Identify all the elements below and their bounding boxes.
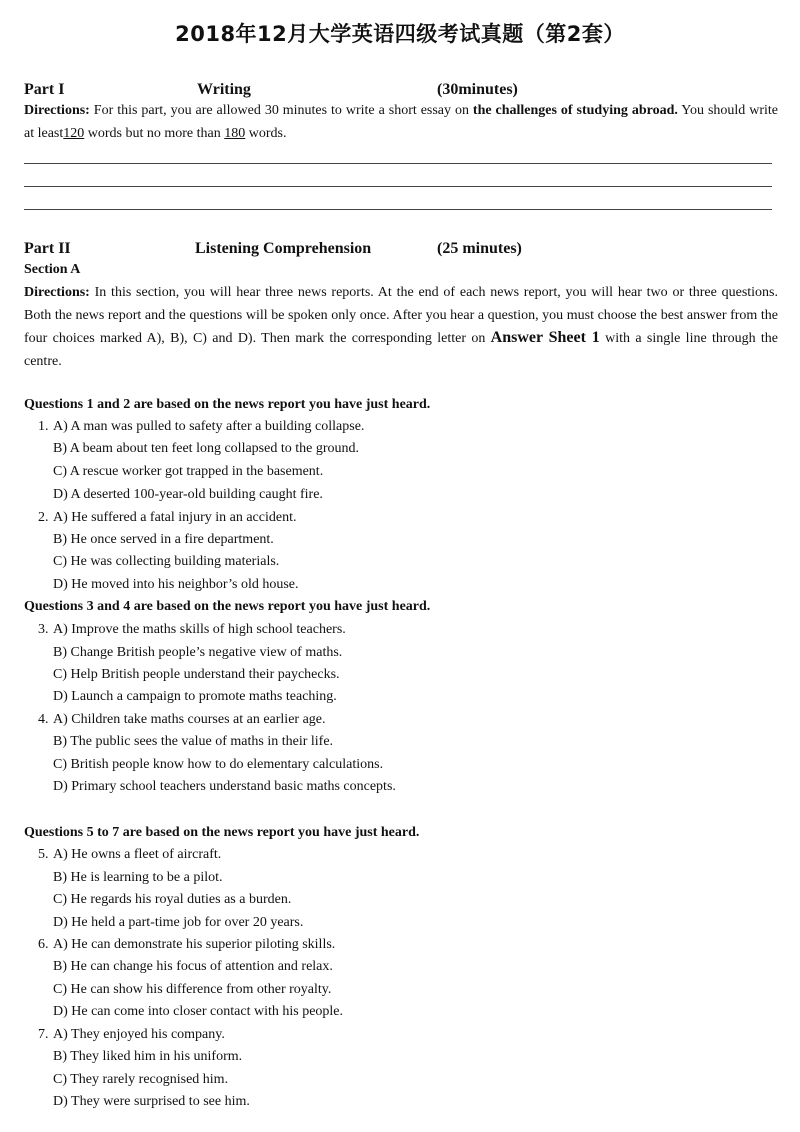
part2-label: Part II (24, 240, 71, 257)
answer-sheet-label: Answer Sheet 1 (490, 329, 600, 347)
directions-text: words but no more than (84, 125, 225, 141)
writing-line (24, 163, 772, 164)
answer-option: A) Children take maths courses at an earlier age. (53, 712, 326, 727)
question-number: 7. (38, 1027, 49, 1042)
directions-text: For this part, you are allowed 30 minutes to write a short essay on (93, 103, 473, 118)
answer-option: C) A rescue worker got trapped in the basement. (53, 464, 324, 479)
answer-option: D) They were surprised to see him. (53, 1094, 250, 1109)
directions-text: In this section, you will hear three news reports. At the end of each news report, you will hear two or three questions. Both the news report and the questions will be spoken only once. After you hear a question, you must choose the best answer from the four choices marked A), B), C) and D). Then mark the corresponding letter on (24, 285, 779, 347)
answer-option: C) They rarely recognised him. (53, 1072, 229, 1087)
answer-option: B) He once served in a fire department. (53, 532, 274, 547)
directions-text: with a single line through the centre. (24, 331, 779, 369)
part1-header (24, 81, 784, 101)
answer-option: C) He regards his royal duties as a burden. (53, 892, 292, 907)
answer-option: C) British people know how to do elementary calculations. (53, 757, 384, 772)
answer-option: D) He can come into closer contact with his people. (53, 1004, 344, 1019)
part2-name: Listening Comprehension (195, 240, 372, 257)
question-number: 6. (38, 937, 49, 952)
writing-line (24, 209, 772, 210)
answer-option: C) Help British people understand their paychecks. (53, 667, 340, 682)
answer-option: B) They liked him in his uniform. (53, 1049, 243, 1064)
part2-directions (24, 282, 778, 373)
max-words: 180 (224, 125, 246, 141)
min-words: 120 (63, 125, 85, 141)
answer-option: D) He held a part-time job for over 20 years. (53, 915, 304, 930)
answer-option: A) He suffered a fatal injury in an accident. (53, 510, 297, 525)
section-title: Section A (24, 262, 81, 277)
question-group-heading: Questions 5 to 7 are based on the news report you have just heard. (24, 825, 420, 840)
answer-option: D) He moved into his neighbor’s old house. (53, 577, 299, 592)
answer-option: B) He can change his focus of attention and relax. (53, 959, 333, 974)
answer-option: D) Launch a campaign to promote maths teaching. (53, 689, 337, 704)
directions-label: Directions: (24, 285, 90, 300)
page-title: 2018年12月大学英语四级考试真题（第2套） (175, 22, 625, 46)
answer-option: B) The public sees the value of maths in their life. (53, 734, 334, 749)
writing-line (24, 186, 772, 187)
answer-option: C) He was collecting building materials. (53, 554, 280, 569)
question-number: 2. (38, 510, 49, 525)
part2-header (24, 240, 784, 260)
directions-label: Directions: (24, 103, 90, 118)
part1-label: Part I (24, 81, 65, 98)
part1-time: (30minutes) (437, 81, 518, 98)
question-group-heading: Questions 1 and 2 are based on the news report you have just heard. (24, 397, 431, 412)
question-group-heading: Questions 3 and 4 are based on the news report you have just heard. (24, 599, 431, 614)
answer-option: A) He owns a fleet of aircraft. (53, 847, 222, 862)
essay-topic: the challenges of studying abroad. (472, 103, 678, 118)
answer-option: A) He can demonstrate his superior piloting skills. (53, 937, 336, 952)
answer-option: B) He is learning to be a pilot. (53, 870, 223, 885)
question-number: 4. (38, 712, 49, 727)
answer-option: D) A deserted 100-year-old building caught fire. (53, 487, 323, 502)
question-number: 5. (38, 847, 49, 862)
answer-option: B) A beam about ten feet long collapsed to the ground. (53, 441, 359, 456)
answer-option: B) Change British people’s negative view of maths. (53, 645, 343, 660)
answer-option: A) Improve the maths skills of high school teachers. (53, 622, 346, 637)
part1-directions (24, 100, 778, 145)
answer-option: D) Primary school teachers understand basic maths concepts. (53, 779, 396, 794)
part2-time: (25 minutes) (437, 240, 522, 257)
directions-text: You should write at least (24, 103, 779, 141)
answer-option: C) He can show his difference from other royalty. (53, 982, 332, 997)
answer-option: A) A man was pulled to safety after a building collapse. (53, 419, 365, 434)
question-number: 3. (38, 622, 49, 637)
part1-name: Writing (197, 81, 251, 98)
answer-option: A) They enjoyed his company. (53, 1027, 225, 1042)
question-number: 1. (38, 419, 49, 434)
directions-text: words. (245, 125, 287, 141)
